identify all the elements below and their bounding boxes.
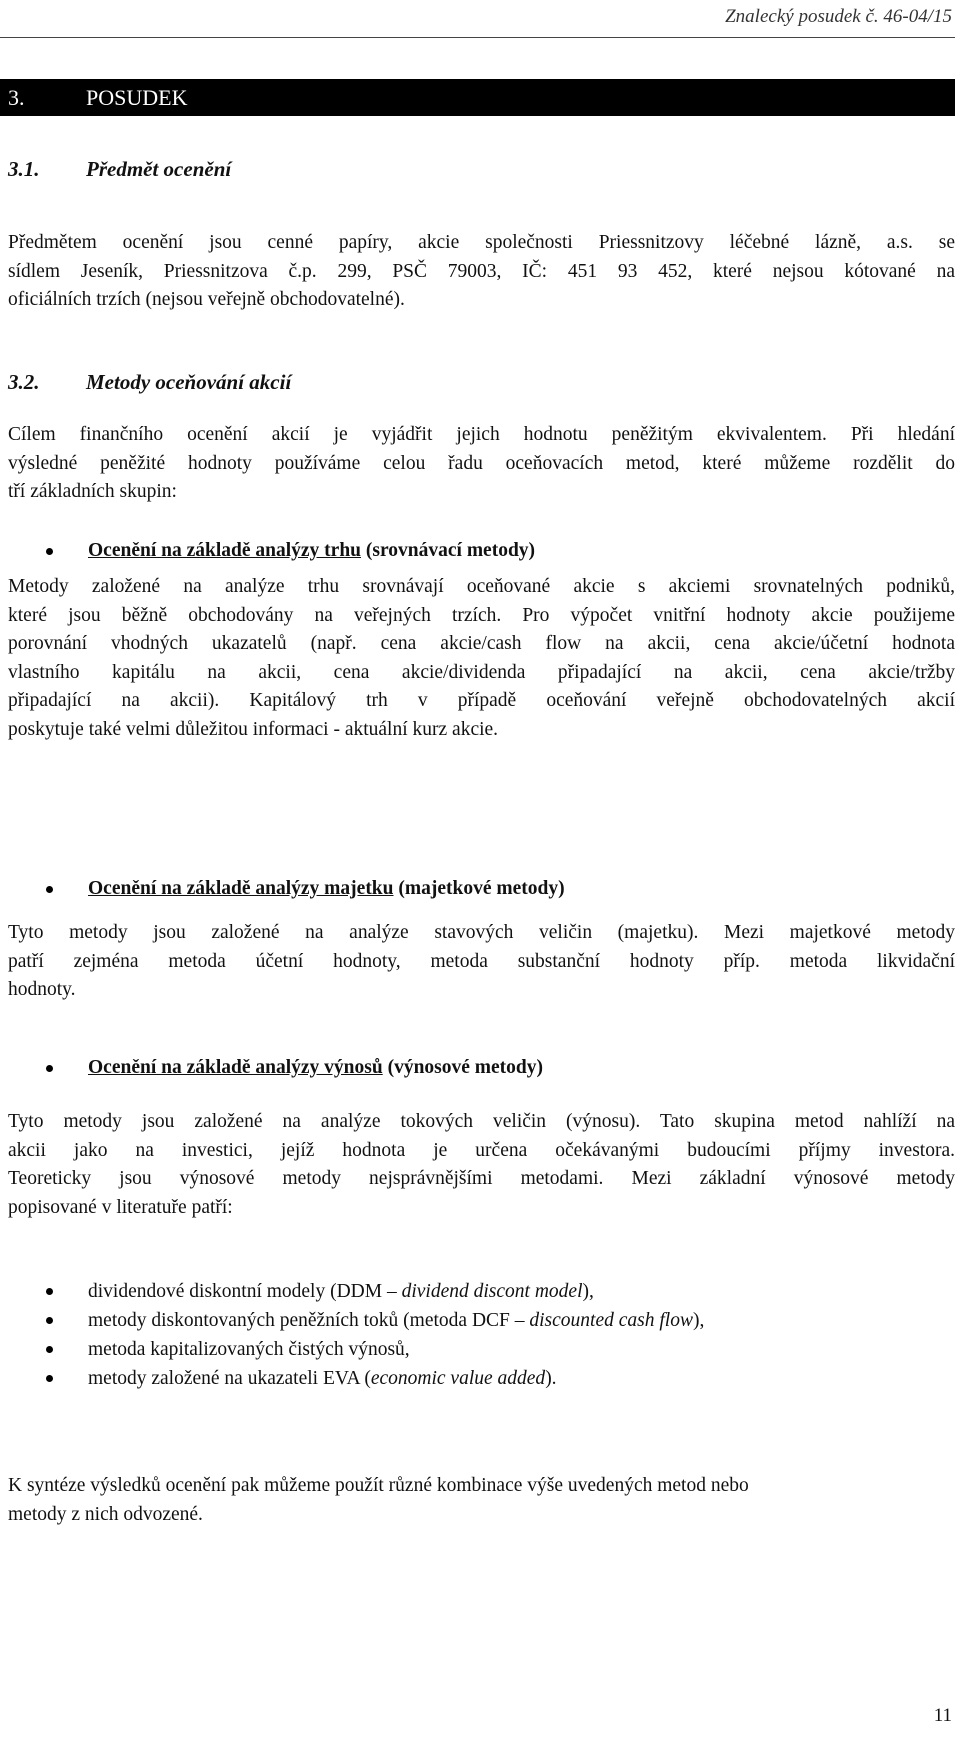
paragraph-line: metody z nich odvozené. — [8, 1503, 203, 1525]
methods-intro-paragraph — [8, 421, 955, 507]
group-heading-underlined: Ocenění na základě analýzy trhu — [88, 540, 362, 561]
income-methods-list — [8, 1277, 955, 1393]
paragraph-line: Tyto metody jsou založené na analýze tokových veličin (výnosu). Tato skupina metod nahlíží na — [8, 1111, 955, 1132]
subject-paragraph — [8, 229, 955, 315]
bullet-icon — [46, 548, 53, 555]
paragraph-line: Cílem finančního ocenění akcií je vyjádřit jejich hodnotu peněžitým ekvivalentem. Při hledání — [8, 424, 955, 445]
running-header: Znalecký posudek č. 46-04/15 — [725, 6, 952, 27]
conclusion-paragraph — [8, 1472, 955, 1529]
group-heading-underlined: Ocenění na základě analýzy výnosů — [88, 1057, 383, 1078]
paragraph-line: které jsou běžně obchodovány na veřejných trzích. Pro výpočet vnitřní hodnoty akcie použijeme — [8, 604, 955, 626]
paragraph-line: Teoreticky jsou výnosové metody nejsprávnějšími metodami. Mezi základní výnosové metody — [8, 1168, 955, 1190]
paragraph-line: oficiálních trzích (nejsou veřejně obchodovatelné). — [8, 289, 405, 311]
paragraph-line: poskytuje také velmi důležitou informaci - aktuální kurz akcie. — [8, 718, 499, 740]
paragraph-line: patří zejména metoda účetní hodnoty, metoda substanční hodnoty příp. metoda likvidační — [8, 950, 955, 972]
group-heading-underlined: Ocenění na základě analýzy majetku — [88, 878, 394, 899]
paragraph-line: vlastního kapitálu na akcii, cena akcie/dividenda připadající na akcii, cena akcie/tržby — [8, 661, 955, 683]
paragraph-line: porovnání vhodných ukazatelů (např. cena akcie/cash flow na akcii, cena akcie/účetní hodnota — [8, 633, 955, 655]
paragraph-line: sídlem Jeseník, Priessnitzova č.p. 299, PSČ 79003, IČ: 451 93 452, které nejsou kótované na — [8, 260, 955, 282]
market-methods-paragraph — [8, 573, 955, 745]
bullet-icon — [46, 1288, 53, 1295]
paragraph-line: K syntéze výsledků ocenění pak můžeme použít různé kombinace výše uvedených metod nebo — [8, 1475, 749, 1496]
paragraph-line: Metody založené na analýze trhu srovnávají oceňované akcie s akciemi srovnatelných podniků, — [8, 576, 955, 597]
paragraph-line: Předmětem ocenění jsou cenné papíry, akcie společnosti Priessnitzovy léčebné lázně, a.s. se — [8, 232, 955, 253]
paragraph-line: popisované v literatuře patří: — [8, 1196, 233, 1218]
section-number: 3.1. — [8, 157, 40, 181]
group-heading-rest: (srovnávací metody) — [361, 540, 536, 561]
list-item: metody založené na ukazateli EVA (economic value added). — [8, 1364, 955, 1393]
asset-methods-paragraph — [8, 919, 955, 1005]
bullet-icon — [46, 1317, 53, 1324]
header-rule — [0, 37, 955, 38]
list-item: metody diskontovaných peněžních toků (metoda DCF – discounted cash flow), — [8, 1306, 955, 1335]
section-title: Metody oceňování akcií — [86, 370, 292, 394]
paragraph-line: Tyto metody jsou založené na analýze stavových veličin (majetku). Mezi majetkové metody — [8, 922, 955, 943]
group-heading-rest: (výnosové metody) — [382, 1057, 544, 1078]
bullet-icon — [46, 1375, 53, 1382]
list-item: metoda kapitalizovaných čistých výnosů, — [8, 1335, 955, 1364]
section-number: 3.2. — [8, 370, 40, 394]
paragraph-line: akcii jako na investici, jejíž hodnota je určena očekávanými budoucími příjmy investora. — [8, 1139, 955, 1161]
paragraph-line: výsledné peněžité hodnoty používáme celou řadu oceňovacích metod, které můžeme rozdělit do — [8, 452, 955, 474]
bullet-icon — [46, 1346, 53, 1353]
paragraph-line: připadající na akcii). Kapitálový trh v případě oceňování veřejně obchodovatelných akcií — [8, 690, 955, 712]
section-title: Předmět ocenění — [86, 157, 232, 181]
paragraph-line: hodnoty. — [8, 979, 76, 1001]
chapter-title: POSUDEK — [86, 85, 188, 110]
chapter-number: 3. — [8, 85, 25, 110]
bullet-icon — [46, 1065, 53, 1072]
bullet-icon — [46, 886, 53, 893]
group-heading-rest: (majetkové metody) — [393, 878, 565, 899]
page-number: 11 — [933, 1705, 952, 1726]
income-methods-paragraph — [8, 1108, 955, 1222]
paragraph-line: tří základních skupin: — [8, 481, 177, 503]
chapter-heading-bar — [0, 79, 955, 116]
list-item: dividendové diskontní modely (DDM – dividend discont model), — [8, 1277, 955, 1306]
